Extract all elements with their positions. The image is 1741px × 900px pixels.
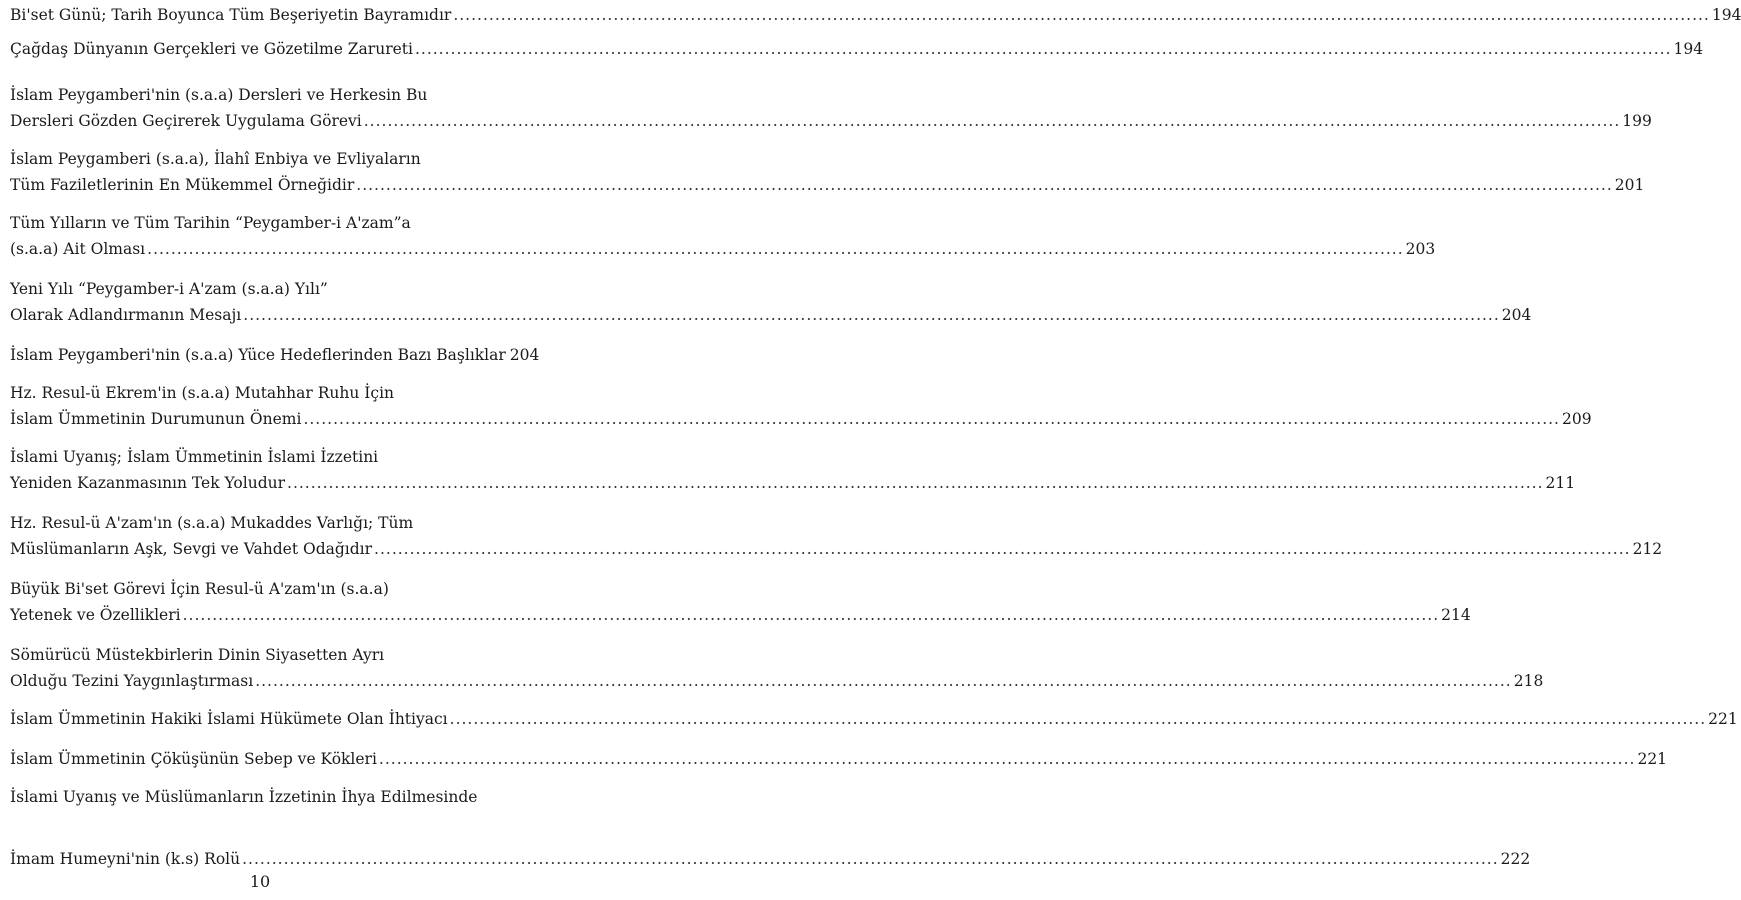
toc-entry-line-with-page — [10, 470, 1576, 496]
toc-entry — [10, 342, 540, 368]
toc-entry-title: Olarak Adlandırmanın Mesajı — [10, 306, 242, 324]
toc-page-number: 209 — [1561, 410, 1592, 428]
toc-entry-title: İslam Peygamberi'nin (s.a.a) Dersleri ve Herkesin Bu — [10, 86, 428, 104]
toc-entry — [10, 82, 1652, 134]
dot-leader — [147, 236, 1404, 262]
toc-entry-title: Olduğu Tezini Yaygınlaştırması — [10, 672, 254, 690]
toc-page-number: 204 — [1501, 306, 1532, 324]
toc-entry-title: Dersleri Gözden Geçirerek Uygulama Görevi — [10, 112, 362, 130]
toc-entry — [10, 576, 1471, 628]
toc-entry-line-with-page — [10, 36, 1704, 62]
dot-leader — [450, 706, 1707, 732]
toc-page-number: 222 — [1500, 850, 1531, 868]
dot-leader — [356, 172, 1613, 198]
toc-page-number: 201 — [1614, 176, 1645, 194]
toc-entry — [10, 510, 1663, 562]
toc-entry-line-with-page — [10, 706, 1738, 732]
toc-entry-title: Yetenek ve Özellikleri — [10, 606, 181, 624]
dot-leader — [303, 406, 1560, 432]
toc-entry — [10, 380, 1592, 432]
toc-entry-title: İslam Peygamberi (s.a.a), İlahî Enbiya ve Evliyaların — [10, 150, 421, 168]
dot-leader — [243, 302, 1500, 328]
toc-entry — [10, 706, 1738, 732]
toc-entry-line-with-page — [10, 302, 1532, 328]
toc-entry — [10, 746, 1668, 772]
toc-entry-title: İslami Uyanış; İslam Ümmetinin İslami İzzetini — [10, 448, 379, 466]
toc-entry — [10, 784, 1531, 872]
toc-entry — [10, 146, 1645, 198]
page-number: 10 — [249, 872, 271, 891]
toc-entry-title: Tüm Faziletlerinin En Mükemmel Örneğidir — [10, 176, 355, 194]
toc-page-number: 212 — [1632, 540, 1663, 558]
dot-leader — [242, 846, 1499, 872]
toc-entry-title: Sömürücü Müstekbirlerin Dinin Siyasetten Ayrı — [10, 646, 385, 664]
toc-entry-title: Tüm Yılların ve Tüm Tarihin “Peygamber-i A'zam”a — [10, 214, 411, 232]
toc-entry-title: Hz. Resul-ü Ekrem'in (s.a.a) Mutahhar Ruhu İçin — [10, 384, 395, 402]
toc-page-number: 214 — [1441, 606, 1471, 624]
dot-leader — [287, 470, 1544, 496]
toc-page-number: 194 — [1673, 40, 1704, 58]
toc-entry-line-with-page — [10, 172, 1645, 198]
toc-entry-title: (s.a.a) Ait Olması — [10, 240, 146, 258]
toc-entry-line-with-page — [10, 342, 540, 368]
toc-entry-title: İslam Ümmetinin Durumunun Önemi — [10, 410, 302, 428]
dot-leader — [453, 2, 1710, 28]
toc-entry — [10, 276, 1532, 328]
toc-entry-line-with-page — [10, 536, 1663, 562]
toc-entry-title: Yeniden Kazanmasının Tek Yoludur — [10, 474, 286, 492]
toc-entry-title: İslam Peygamberi'nin (s.a.a) Yüce Hedeflerinden Bazı Başlıklar — [10, 346, 506, 364]
toc-entry-line-with-page — [10, 746, 1668, 772]
dot-leader — [255, 668, 1512, 694]
toc-entry — [10, 444, 1576, 496]
toc-entry-title: Bi'set Günü; Tarih Boyunca Tüm Beşeriyetin Bayramıdır — [10, 6, 452, 24]
toc-entry-line-with-page — [10, 602, 1471, 628]
toc-page-number: 211 — [1545, 474, 1576, 492]
toc-page-number: 203 — [1405, 240, 1436, 258]
toc-entry-title: Büyük Bi'set Görevi İçin Resul-ü A'zam'ın (s.a.a) — [10, 580, 389, 598]
toc-entry-title: Yeni Yılı “Peygamber-i A'zam (s.a.a) Yılı” — [10, 280, 328, 298]
toc-entry — [10, 36, 1704, 62]
toc-entry — [10, 210, 1436, 262]
toc-page-number: 204 — [509, 346, 540, 364]
toc-entry-title: İslam Ümmetinin Çöküşünün Sebep ve Kökleri — [10, 750, 377, 768]
dot-leader — [183, 602, 1440, 628]
toc-entry-line-with-page — [10, 2, 1741, 28]
toc-entry — [10, 642, 1544, 694]
toc-entry-title: Hz. Resul-ü A'zam'ın (s.a.a) Mukaddes Varlığı; Tüm — [10, 514, 414, 532]
toc-entry-title: Müslümanların Aşk, Sevgi ve Vahdet Odağıdır — [10, 540, 373, 558]
toc-entry-line-with-page — [10, 846, 1531, 872]
toc-entry — [10, 2, 1741, 28]
toc-entry-title: İslami Uyanış ve Müslümanların İzzetinin İhya Edilmesinde — [10, 788, 478, 806]
toc-page-number: 221 — [1637, 750, 1668, 768]
toc-entry-line-with-page — [10, 668, 1544, 694]
toc-page-number: 194 — [1711, 6, 1741, 24]
toc-entry-line-with-page — [10, 108, 1652, 134]
toc-entry-title: Çağdaş Dünyanın Gerçekleri ve Gözetilme Zarureti — [10, 40, 413, 58]
dot-leader — [374, 536, 1631, 562]
toc-entry-title: İmam Humeyni'nin (k.s) Rolü — [10, 850, 241, 868]
toc-page-number: 218 — [1513, 672, 1544, 690]
toc-entry-line-with-page — [10, 236, 1436, 262]
toc-page-number: 221 — [1708, 710, 1738, 728]
toc-entry-line-with-page — [10, 406, 1592, 432]
dot-leader — [364, 108, 1621, 134]
dot-leader — [415, 36, 1672, 62]
dot-leader — [379, 746, 1636, 772]
toc-page-number: 199 — [1622, 112, 1652, 130]
toc-entry-title: İslam Ümmetinin Hakiki İslami Hükümete Olan İhtiyacı — [10, 710, 448, 728]
